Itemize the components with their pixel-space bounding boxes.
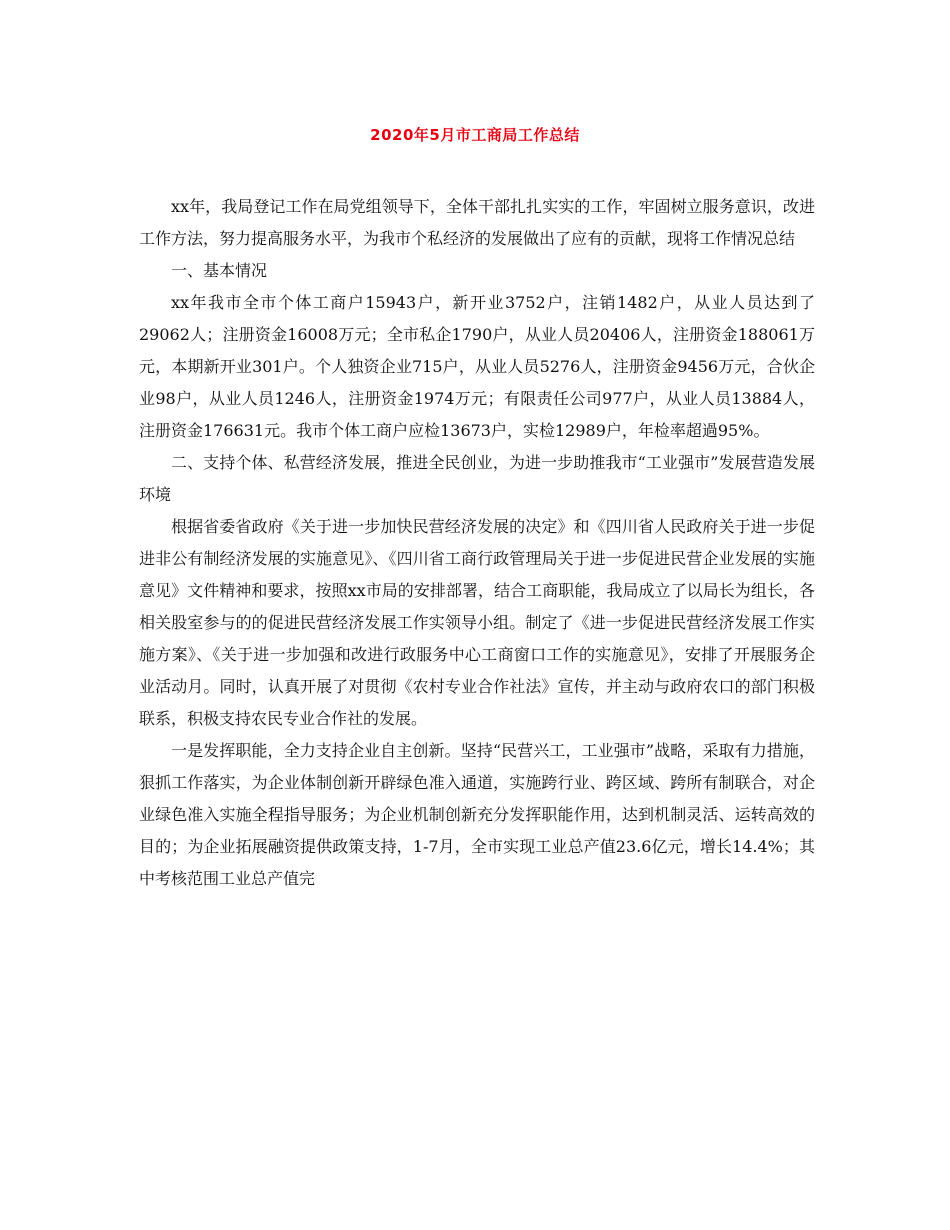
document-title: 2020年5月市工商局工作总结: [370, 126, 580, 144]
paragraph-innovation: 一是发挥职能，全力支持企业自主创新。坚持“民营兴工，工业强市”战略，采取有力措施，狠抓工作落实，为企业体制创新开辟绿色准入通道，实施跨行业、跨区域、跨所有制联合，对企业绿色准入实施全程指导服务；为企业机制创新充分发挥职能作用，达到机制灵活、运转高效的目的；为企业拓展融资提供政策支持，1-7月，全市实现工业总产值23.6亿元，增长14.4%；其中考核范围工业总产值完: [139, 741, 815, 888]
paragraph-policy: 根据省委省政府《关于进一步加快民营经济发展的决定》和《四川省人民政府关于进一步促进非公有制经济发展的实施意见》、《四川省工商行政管理局关于进一步促进民营企业发展的实施意见》文件精神和要求，按照xx市局的安排部署，结合工商职能，我局成立了以局长为组长，各相关股室参与的的促进民营经济发展工作实领导小组。制定了《进一步促进民营经济发展工作实施方案》、《关于进一步加强和改进行政服务中心工商窗口工作的实施意见》，安排了开展服务企业活动月。同时，认真开展了对贯彻《农村专业合作社法》宣传，并主动与政府农口的部门积极联系，积极支持农民专业合作社的发展。: [139, 517, 815, 728]
document-body: [139, 191, 815, 895]
heading-support-development: 二、支持个体、私营经济发展，推进全民创业，为进一步助推我市“工业强市”发展营造发展环境: [139, 453, 815, 504]
paragraph-intro: xx年，我局登记工作在局党组领导下，全体干部扎扎实实的工作，牢固树立服务意识，改进工作方法，努力提高服务水平，为我市个私经济的发展做出了应有的贡献，现将工作情况总结: [139, 197, 815, 248]
paragraph-statistics: xx年我市全市个体工商户15943户，新开业3752户，注销1482户，从业人员达到了29062人；注册资金16008万元；全市私企1790户，从业人员20406人，注册资金188061万元，本期新开业301户。个人独资企业715户，从业人员5276人，注册资金9456万元，合伙企业98户，从业人员1246人，注册资金1974万元；有限责任公司977户，从业人员13884人，注册资金176631元。我市个体工商户应检13673户，实检12989户，年检率超過95%。: [139, 293, 815, 440]
heading-basic-situation: 一、基本情况: [171, 261, 268, 280]
